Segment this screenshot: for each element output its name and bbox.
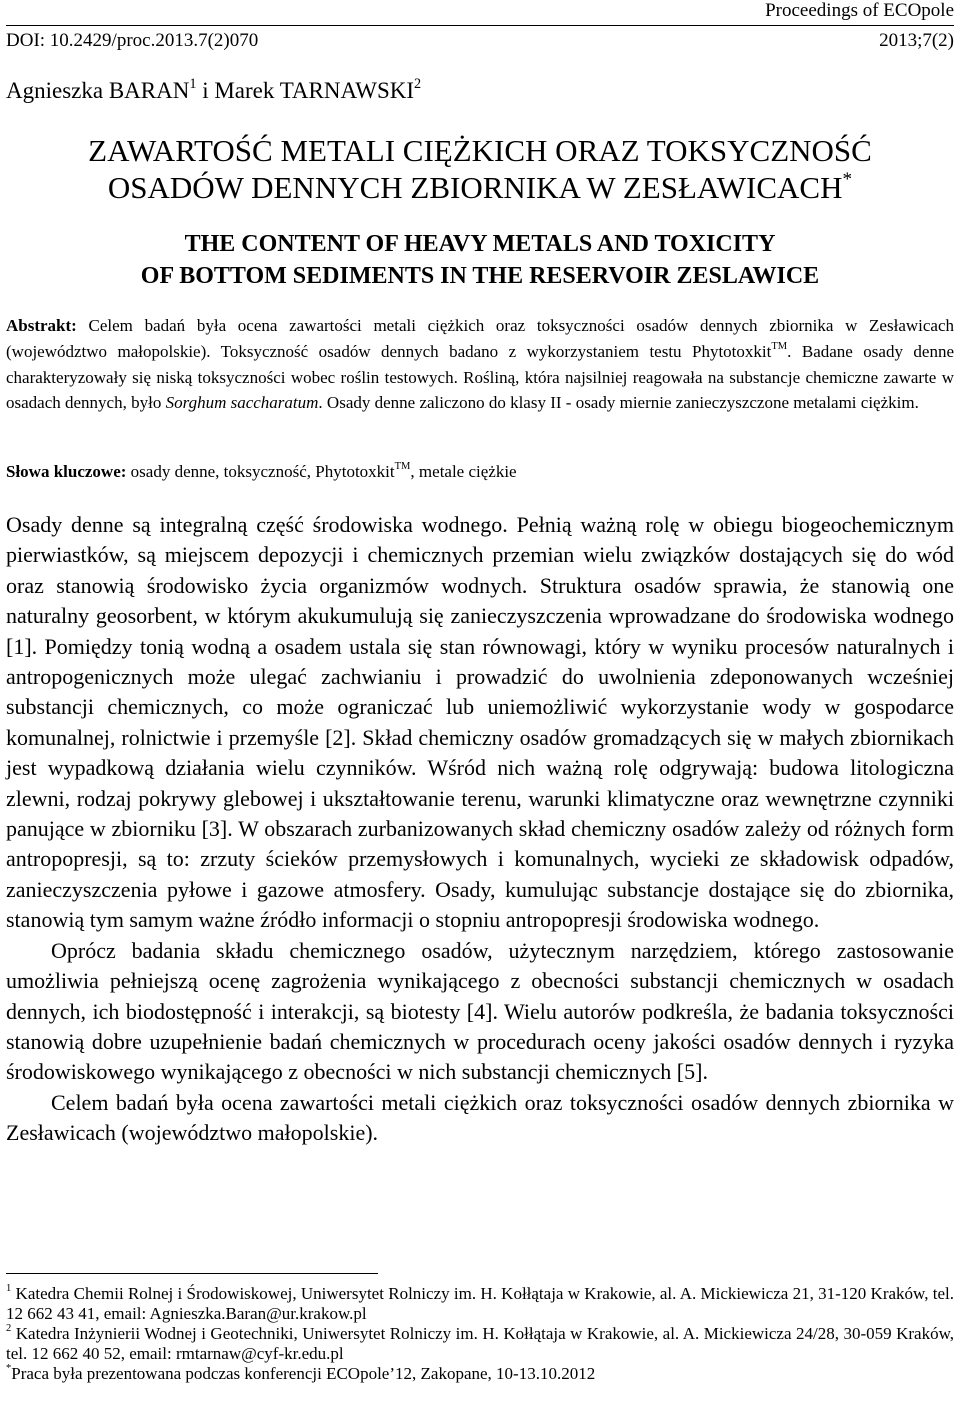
- body-paragraph-2: Oprócz badania składu chemicznego osadów, użytecznym narzędziem, którego zastosowanie umożliwia pełniejszą ocenę zagrożenia wynikającego z obecności substancji chemicznych w osadach dennych, ich biodostępność i interakcji, są biotesty [4]. Wielu autorów podkreśla, że badania toksyczności stanowią dobre uzupełnienie badań chemicznych w procedurach oceny jakości osadów dennych i ryzyka środowiskowego wynikającego z obecności w nich substancji chemicznych [5].: [6, 937, 954, 1085]
- abstract-label: Abstrakt:: [6, 316, 77, 335]
- body-paragraph-3: Celem badań była ocena zawartości metali ciężkich oraz toksyczności osadów dennych zbiornika w Zesławicach (województwo małopolskie).: [6, 1089, 954, 1146]
- doi: DOI: 10.2429/proc.2013.7(2)070: [6, 30, 259, 51]
- author-1: Agnieszka BARAN: [6, 78, 190, 103]
- author-2: i Marek TARNAWSKI: [196, 78, 415, 103]
- title-english-line-1: THE CONTENT OF HEAVY METALS AND TOXICITY: [184, 231, 776, 257]
- footnote-1: $^1$ Katedra Chemii Rolnej i Środowiskowej, Uniwersytet Rolniczy im. H. Kołłątaja w Krakowie, al. A. Mickiewicza 21, 31-120 Kraków, tel. 12 662 43 41, email: Agnieszka.Baran@ur.krakow.pl: [6, 1283, 954, 1323]
- body-paragraph-1: Osady denne są integralną część środowiska wodnego. Pełnią ważną rolę w obiegu biogeochemicznym pierwiastków, są miejscem depozycji i chemicznych przemian wielu związków dostających się do wód oraz stanowią środowisko życia organizmów wodnych. Struktura osadów sprawia, że stanowią one naturalny geosorbent, w którym akukumulują się zanieczyszczenia wprowadzane do środowiska wodnego [1]. Pomiędzy tonią wodną a osadem ustala się stan równowagi, który w wyniku procesów naturalnych i antropogenicznych może ulegać zachwianiu i prowadzić do uwolnienia zdeponowanych wcześniej substancji chemicznych, co może ograniczać lub uniemożliwić wykorzystanie wody w gospodarce komunalnej, rolnictwie i przemyśle [2]. Skład chemiczny osadów gromadzących się w małych zbiornikach jest wypadkową działania wielu czynników. Wśród nich ważną rolę odgrywają: budowa litologiczna zlewni, rodzaj pokrywy glebowej i ukształtowanie terenu, warunki klimatyczne oraz wewnętrzne czynniki panujące w zbiorniku [3]. W obszarach zurbanizowanych skład chemiczny osadów zależy od różnych form antropopresji, są to: zrzuty ścieków przemysłowych i komunalnych, wycieki ze składowisk odpadów, zanieczyszczenia pyłowe i gazowe atmosfery. Osady, kumulując substancje dostające się do zbiornika, stanowią tym samym ważne źródło informacji o stopniu antropopresji środowiska wodnego.: [6, 512, 954, 933]
- species-name: Sorghum saccharatum: [165, 393, 319, 413]
- footnote-rule: [6, 1273, 378, 1274]
- author-1-affiliation: 1: [189, 75, 197, 92]
- title-polish-line-1: ZAWARTOŚĆ METALI CIĘŻKICH ORAZ TOKSYCZNOŚĆ: [88, 133, 872, 168]
- proceedings-header: Proceedings of ECOpole: [765, 0, 954, 21]
- volume: 2013;7(2): [879, 30, 954, 51]
- title-footnote-mark: *: [842, 168, 853, 190]
- authors: [6, 75, 422, 104]
- footnotes: [6, 1284, 954, 1384]
- title-polish-line-2: OSADÓW DENNYCH ZBIORNIKA W ZESŁAWICACH*: [107, 168, 853, 205]
- abstract: Abstrakt: Celem badań była ocena zawartości metali ciężkich oraz toksyczności osadów dennych zbiornika w Zesławicach (województwo małopolskie). Toksyczność osadów dennych badano z wykorzystaniem testu Phytotoxkit™. Badane osady denne charakteryzowały się niską toksyczności wobec roślin testowych. Rośliną, która najsilniej reagowała na substancje chemiczne zawarte w osadach dennych, było Sorghum saccharatum. Osady denne zaliczono do klasy II - osady miernie zanieczyszczone metalami ciężkim.: [6, 316, 954, 413]
- doi-line: [6, 30, 954, 52]
- keywords: Słowa kluczowe: osady denne, toksyczność, Phytotoxkit™, metale ciężkie: [6, 461, 517, 481]
- title-english-line-2: OF BOTTOM SEDIMENTS IN THE RESERVOIR ZESLAWICE: [140, 263, 820, 289]
- author-2-affiliation: 2: [414, 75, 422, 92]
- body-text: [6, 510, 954, 1149]
- footnote-2: $^2$ Katedra Inżynierii Wodnej i Geotechniki, Uniwersytet Rolniczy im. H. Kołłątaja w Krakowie, al. A. Mickiewicza 24/28, 30-059 Kraków, tel. 12 662 40 52, email: rmtarnaw@cyf-kr.edu.pl: [6, 1323, 954, 1363]
- footnote-3: *Praca była prezentowana podczas konferencji ECOpole’12, Zakopane, 10-13.10.2012: [6, 1363, 596, 1383]
- title-polish: [6, 132, 954, 206]
- title-english: [6, 228, 954, 292]
- header-rule: [6, 25, 954, 26]
- keywords-label: Słowa kluczowe:: [6, 462, 127, 481]
